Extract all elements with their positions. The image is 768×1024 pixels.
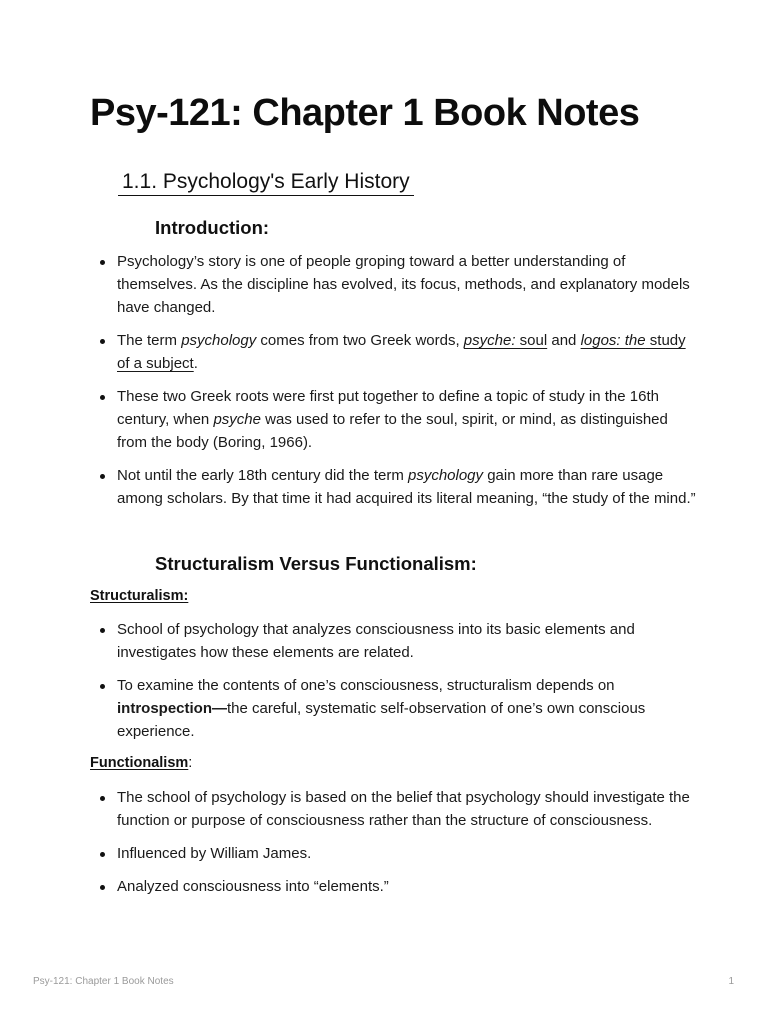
functionalism-list — [96, 786, 696, 898]
functionalism-label-text: Functionalism — [90, 755, 189, 771]
structuralism-list — [96, 618, 696, 743]
term-introspection: introspection— — [117, 700, 228, 717]
introduction-heading: Introduction: — [155, 217, 270, 238]
functionalism-label-colon: : — [188, 755, 193, 771]
structuralism-label-colon: : — [183, 588, 189, 604]
bullet-text: the careful, systematic self-observation of one’s own conscious experience. — [117, 700, 646, 740]
logos-label: logos: the — [580, 332, 646, 349]
psyche-meaning: soul — [515, 332, 548, 349]
term-psychology: psychology — [407, 467, 484, 484]
structuralism-label — [90, 588, 188, 604]
bullet-text: comes from two Greek words, — [256, 332, 464, 349]
bullet-text: . — [193, 355, 198, 372]
bullet-text: and — [547, 332, 581, 349]
psyche-definition — [464, 332, 547, 349]
list-item — [96, 875, 696, 898]
term-psyche: psyche — [213, 411, 261, 428]
list-item — [96, 329, 696, 375]
bullet-text: School of psychology that analyzes consciousness into its basic elements and investigates how these elements are related. — [117, 621, 635, 661]
list-item — [96, 385, 696, 454]
bullet-text: gain more than rare usage among scholars. By that time it had acquired its literal meaning, “the study of the mind.” — [117, 467, 696, 507]
list-item — [96, 464, 696, 510]
bullet-text: Psychology’s story is one of people groping toward a better understanding of themselves. As the discipline has evolved, its focus, methods, and explanatory models have changed. — [117, 253, 690, 316]
structuralism-label-text: Structuralism — [90, 588, 184, 604]
logos-meaning: study of a subject — [117, 332, 686, 372]
footer-document-title: Psy-121: Chapter 1 Book Notes — [33, 976, 174, 987]
list-item — [96, 674, 696, 743]
bullet-text: To examine the contents of one’s consciousness, structuralism depends on — [117, 677, 615, 694]
bullet-text: Not until the early 18th century did the term — [117, 467, 408, 484]
bullet-text: The school of psychology is based on the belief that psychology should investigate the function or purpose of consciousness rather than the structure of consciousness. — [117, 789, 690, 829]
list-item — [96, 842, 696, 865]
psyche-label: psyche: — [463, 332, 516, 349]
structuralism-vs-functionalism-heading: Structuralism Versus Functionalism: — [155, 553, 477, 574]
list-item — [96, 250, 696, 319]
footer-page-number: 1 — [728, 976, 734, 987]
list-item — [96, 786, 696, 832]
introduction-list — [96, 250, 696, 510]
bullet-text: Influenced by William James. — [117, 845, 312, 862]
functionalism-label — [90, 755, 192, 771]
list-item — [96, 618, 696, 664]
section-title: 1.1. Psychology's Early History — [118, 170, 414, 196]
page-title: Psy-121: Chapter 1 Book Notes — [90, 92, 640, 134]
bullet-text: was used to refer to the soul, spirit, or mind, as distinguished from the body (Boring, 1966). — [117, 411, 668, 451]
bullet-text: The term — [117, 332, 182, 349]
bullet-text: These two Greek roots were first put together to define a topic of study in the 16th century, when — [117, 388, 659, 428]
bullet-text: Analyzed consciousness into “elements.” — [117, 878, 389, 895]
term-psychology: psychology — [181, 332, 257, 349]
